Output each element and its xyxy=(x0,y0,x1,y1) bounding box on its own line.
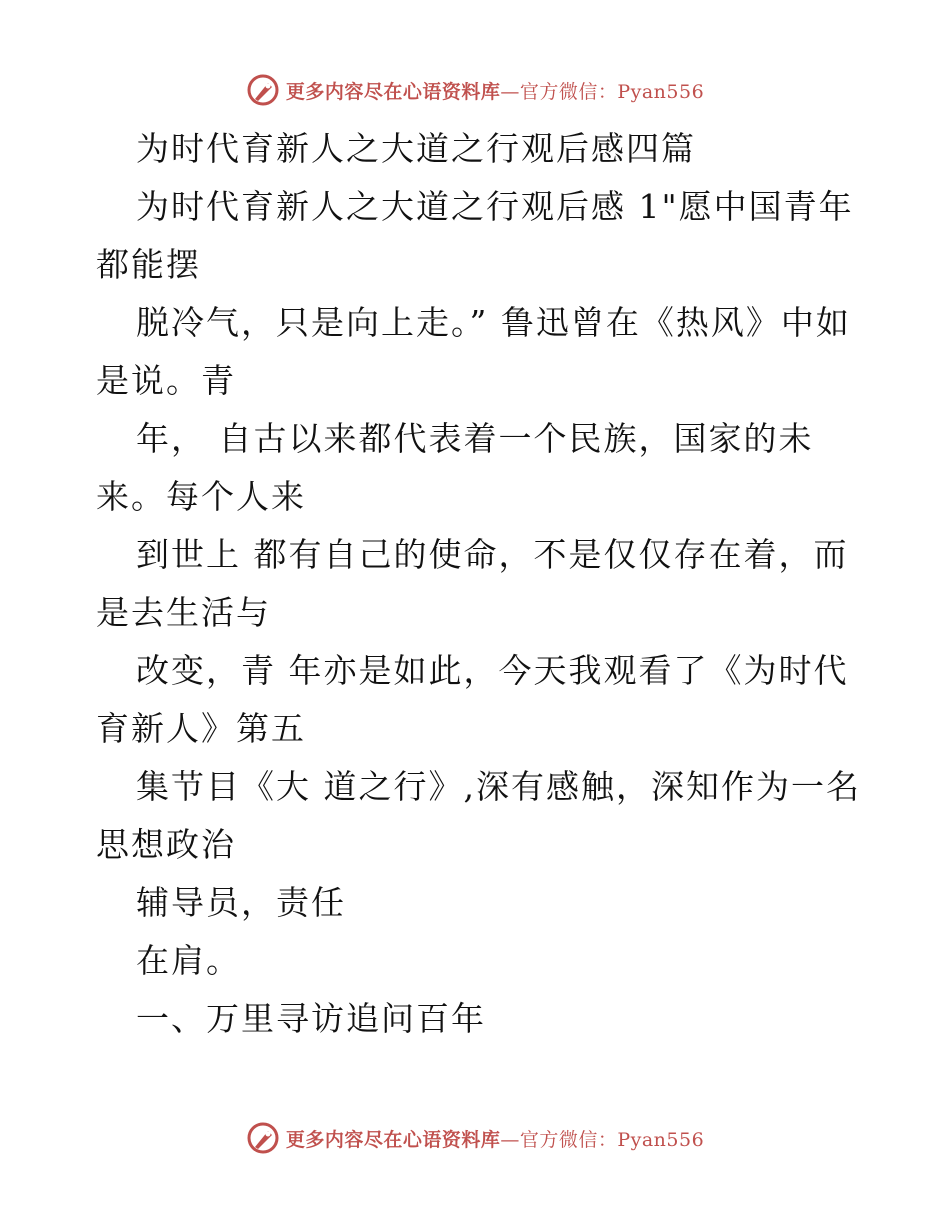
text-line: 辅导员，责任 xyxy=(136,883,346,922)
footer-banner xyxy=(0,1118,950,1158)
text-line: 一、万里寻访追问百年 xyxy=(136,999,486,1038)
text-line: 在肩。 xyxy=(136,941,241,980)
header-banner-tail: —官方微信：Pyan556 xyxy=(500,80,705,103)
footer-banner-tail: —官方微信：Pyan556 xyxy=(500,1128,705,1151)
header-banner xyxy=(0,70,950,110)
footer-banner-main: 更多内容尽在心语资料库 xyxy=(285,1128,501,1151)
header-banner-main: 更多内容尽在心语资料库 xyxy=(285,80,501,103)
document-body xyxy=(96,120,876,1048)
text-line: 都能摆 xyxy=(96,245,201,284)
text-line: 育新人》第五 xyxy=(96,709,306,748)
text-line: 年， 自古以来都代表着一个民族，国家的未 xyxy=(136,419,814,458)
text-line: 为时代育新人之大道之行观后感四篇 xyxy=(136,129,696,168)
text-line: 改变，青 年亦是如此，今天我观看了《为时代 xyxy=(136,651,849,690)
text-line: 思想政治 xyxy=(96,825,236,864)
text-line: 来。每个人来 xyxy=(96,477,306,516)
text-line: 集节目《大 道之行》,深有感触，深知作为一名 xyxy=(136,767,861,806)
text-line: 是说。青 xyxy=(96,361,236,400)
footer-banner-text xyxy=(286,1125,704,1152)
text-line: 到世上 都有自己的使命，不是仅仅存在着，而 xyxy=(136,535,849,574)
pen-nib-logo-icon xyxy=(246,1121,280,1155)
text-line: 为时代育新人之大道之行观后感 1"愿中国青年 xyxy=(136,187,854,226)
header-banner-text xyxy=(286,77,704,104)
text-line: 是去生活与 xyxy=(96,593,271,632)
pen-nib-logo-icon xyxy=(246,73,280,107)
text-line: 脱冷气，只是向上走。” 鲁迅曾在《热风》中如 xyxy=(136,303,851,342)
